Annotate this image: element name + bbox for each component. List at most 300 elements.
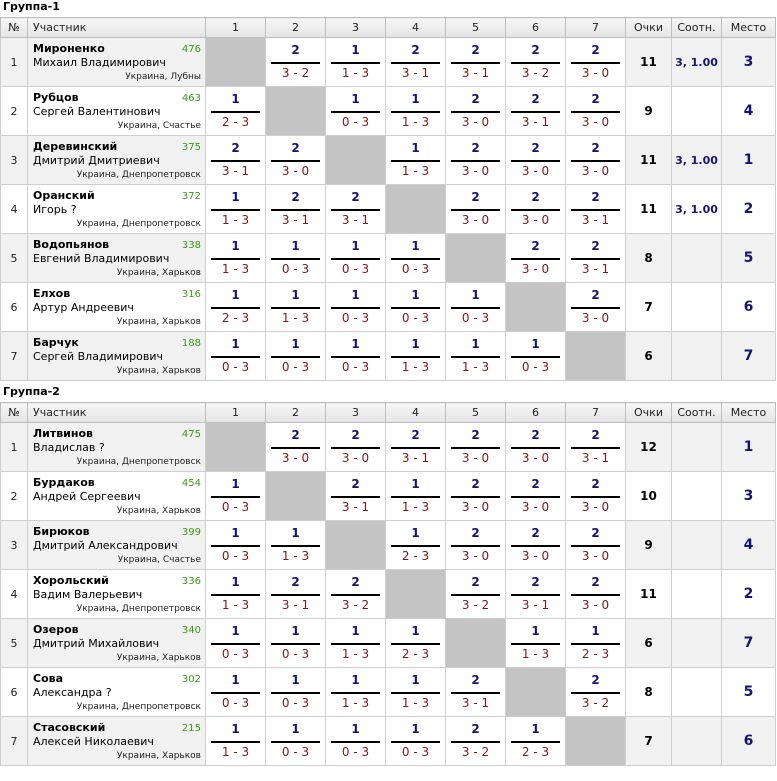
match-score: 2 - 3	[581, 647, 610, 661]
match-points: 1	[231, 239, 240, 253]
match-points: 1	[231, 526, 240, 540]
player-surname: Мироненко	[33, 42, 105, 55]
match-score: 3 - 0	[581, 549, 610, 563]
match-cell	[386, 283, 446, 332]
player-cell	[28, 423, 206, 472]
match-divider	[391, 111, 440, 113]
match-points: 2	[531, 92, 540, 106]
match-cell	[326, 619, 386, 668]
match-points: 1	[531, 722, 540, 736]
match-divider	[211, 307, 260, 309]
match-score: 3 - 1	[281, 213, 310, 227]
match-score: 0 - 3	[281, 696, 310, 710]
player-rating: 336	[181, 576, 201, 587]
place-cell: 7	[722, 332, 776, 381]
match-cell	[206, 136, 266, 185]
match-cell	[506, 332, 566, 381]
place-cell: 5	[722, 234, 776, 283]
points-cell: 9	[626, 521, 672, 570]
match-divider	[331, 692, 380, 694]
match-cell	[566, 234, 626, 283]
col-header-place: Место	[722, 18, 776, 38]
match-score: 2 - 3	[521, 745, 550, 759]
match-cell	[506, 521, 566, 570]
match-cell	[206, 332, 266, 381]
col-header-opponent: 7	[566, 18, 626, 38]
match-divider	[571, 643, 620, 645]
points-cell: 11	[626, 38, 672, 87]
match-score: 3 - 0	[581, 66, 610, 80]
player-surname: Деревинский	[33, 140, 118, 153]
match-score: 3 - 1	[221, 164, 250, 178]
header-row	[1, 403, 776, 423]
points-cell: 8	[626, 234, 672, 283]
row-number: 4	[1, 185, 28, 234]
player-first-name: Андрей Сергеевич	[33, 490, 141, 503]
match-score: 0 - 3	[401, 311, 430, 325]
player-cell	[28, 619, 206, 668]
match-divider	[331, 258, 380, 260]
match-divider	[571, 111, 620, 113]
player-first-name: Александра ?	[33, 686, 112, 699]
match-points: 1	[291, 526, 300, 540]
match-score: 1 - 3	[461, 360, 490, 374]
match-divider	[331, 209, 380, 211]
player-rating: 475	[181, 429, 201, 440]
match-score: 3 - 1	[401, 451, 430, 465]
match-score: 3 - 0	[581, 598, 610, 612]
match-divider	[211, 160, 260, 162]
row-number: 1	[1, 38, 28, 87]
match-cell	[446, 185, 506, 234]
points-cell: 6	[626, 619, 672, 668]
player-first-name: Дмитрий Михайлович	[33, 637, 160, 650]
match-cell	[326, 283, 386, 332]
player-rating: 476	[181, 44, 201, 55]
match-points: 1	[231, 92, 240, 106]
match-divider	[211, 111, 260, 113]
match-divider	[571, 209, 620, 211]
match-divider	[211, 741, 260, 743]
points-cell: 7	[626, 717, 672, 766]
player-rating: 372	[181, 191, 201, 202]
table-row	[1, 332, 776, 381]
match-divider	[271, 643, 320, 645]
col-header-opponent: 4	[386, 403, 446, 423]
match-cell	[506, 717, 566, 766]
match-score: 1 - 3	[221, 745, 250, 759]
player-surname: Елхов	[33, 287, 71, 300]
match-cell	[266, 570, 326, 619]
match-divider	[271, 356, 320, 358]
player-rating: 454	[181, 478, 201, 489]
match-score: 3 - 2	[281, 66, 310, 80]
match-divider	[511, 356, 560, 358]
points-cell: 7	[626, 283, 672, 332]
match-divider	[511, 160, 560, 162]
match-divider	[391, 447, 440, 449]
match-points: 2	[471, 43, 480, 57]
match-cell	[506, 38, 566, 87]
ratio-cell	[672, 283, 722, 332]
match-score: 3 - 1	[341, 213, 370, 227]
match-divider	[511, 643, 560, 645]
match-divider	[511, 62, 560, 64]
match-score: 2 - 3	[401, 647, 430, 661]
match-points: 1	[531, 624, 540, 638]
col-header-opponent: 2	[266, 403, 326, 423]
match-score: 0 - 3	[341, 745, 370, 759]
player-rating: 316	[181, 289, 201, 300]
match-score: 1 - 3	[341, 66, 370, 80]
match-points: 2	[591, 190, 600, 204]
self-cell	[506, 668, 566, 717]
match-points: 1	[351, 337, 360, 351]
player-cell	[28, 234, 206, 283]
match-cell	[326, 717, 386, 766]
self-cell	[446, 234, 506, 283]
ratio-cell	[672, 423, 722, 472]
match-cell	[446, 136, 506, 185]
self-cell	[326, 521, 386, 570]
match-divider	[211, 545, 260, 547]
match-score: 3 - 2	[461, 598, 490, 612]
player-city: Украина, Харьков	[116, 317, 201, 327]
player-first-name: Дмитрий Александрович	[33, 539, 178, 552]
match-cell	[566, 38, 626, 87]
match-divider	[571, 594, 620, 596]
match-divider	[511, 111, 560, 113]
match-points: 1	[231, 190, 240, 204]
match-divider	[271, 307, 320, 309]
match-cell	[566, 185, 626, 234]
match-divider	[451, 111, 500, 113]
match-cell	[266, 521, 326, 570]
self-cell	[206, 38, 266, 87]
match-cell	[206, 668, 266, 717]
match-divider	[271, 209, 320, 211]
match-score: 3 - 1	[401, 66, 430, 80]
match-points: 2	[471, 526, 480, 540]
match-cell	[206, 185, 266, 234]
match-divider	[391, 545, 440, 547]
match-points: 1	[231, 624, 240, 638]
match-divider	[391, 741, 440, 743]
match-divider	[211, 496, 260, 498]
col-header-opponent: 5	[446, 403, 506, 423]
col-header-player: Участник	[28, 18, 206, 38]
player-rating: 188	[181, 338, 201, 349]
self-cell	[266, 472, 326, 521]
match-divider	[331, 356, 380, 358]
match-score: 3 - 2	[461, 745, 490, 759]
match-cell	[266, 668, 326, 717]
player-surname: Литвинов	[33, 427, 94, 440]
player-cell	[28, 332, 206, 381]
match-cell	[446, 332, 506, 381]
match-points: 2	[291, 575, 300, 589]
match-score: 3 - 0	[521, 500, 550, 514]
match-points: 1	[351, 239, 360, 253]
place-cell: 3	[722, 38, 776, 87]
match-divider	[511, 741, 560, 743]
table-row	[1, 570, 776, 619]
match-score: 3 - 0	[581, 500, 610, 514]
ratio-cell	[672, 332, 722, 381]
col-header-opponent: 6	[506, 403, 566, 423]
match-score: 1 - 3	[341, 647, 370, 661]
match-points: 2	[531, 141, 540, 155]
match-cell	[566, 423, 626, 472]
match-score: 0 - 3	[341, 115, 370, 129]
match-score: 3 - 2	[341, 598, 370, 612]
match-score: 0 - 3	[341, 360, 370, 374]
match-points: 1	[291, 239, 300, 253]
match-points: 1	[411, 92, 420, 106]
match-divider	[511, 258, 560, 260]
match-points: 2	[351, 428, 360, 442]
match-points: 1	[351, 722, 360, 736]
match-points: 2	[591, 239, 600, 253]
points-cell: 8	[626, 668, 672, 717]
match-points: 1	[531, 337, 540, 351]
player-first-name: Михаил Владимирович	[33, 56, 166, 69]
player-surname: Рубцов	[33, 91, 79, 104]
match-divider	[391, 160, 440, 162]
player-city: Украина, Днепропетровск	[76, 457, 201, 467]
match-points: 1	[291, 624, 300, 638]
match-points: 1	[231, 477, 240, 491]
match-score: 3 - 0	[521, 213, 550, 227]
match-points: 1	[591, 624, 600, 638]
self-cell	[506, 283, 566, 332]
match-divider	[391, 496, 440, 498]
match-score: 1 - 3	[221, 262, 250, 276]
match-cell	[506, 234, 566, 283]
match-points: 1	[351, 43, 360, 57]
match-score: 3 - 2	[521, 66, 550, 80]
match-divider	[451, 545, 500, 547]
match-cell	[266, 619, 326, 668]
match-divider	[451, 741, 500, 743]
group-section	[0, 385, 775, 766]
match-points: 2	[471, 673, 480, 687]
match-score: 1 - 3	[221, 213, 250, 227]
match-cell	[386, 668, 446, 717]
match-cell	[386, 87, 446, 136]
match-divider	[451, 209, 500, 211]
match-points: 2	[531, 575, 540, 589]
col-header-opponent: 4	[386, 18, 446, 38]
table-row	[1, 717, 776, 766]
match-score: 3 - 1	[521, 598, 550, 612]
self-cell	[326, 136, 386, 185]
player-cell	[28, 38, 206, 87]
match-score: 0 - 3	[281, 647, 310, 661]
place-cell: 4	[722, 521, 776, 570]
match-divider	[391, 356, 440, 358]
match-divider	[571, 447, 620, 449]
match-score: 0 - 3	[221, 549, 250, 563]
table-row	[1, 136, 776, 185]
match-score: 1 - 3	[521, 647, 550, 661]
match-points: 2	[411, 43, 420, 57]
player-surname: Водопьянов	[33, 238, 110, 251]
row-number: 4	[1, 570, 28, 619]
col-header-opponent: 5	[446, 18, 506, 38]
ratio-cell	[672, 717, 722, 766]
points-cell: 11	[626, 185, 672, 234]
match-divider	[271, 160, 320, 162]
match-score: 3 - 0	[521, 262, 550, 276]
match-points: 1	[351, 288, 360, 302]
match-cell	[386, 234, 446, 283]
match-points: 2	[591, 673, 600, 687]
place-cell: 6	[722, 283, 776, 332]
match-score: 0 - 3	[221, 360, 250, 374]
ratio-cell: 3, 1.00	[672, 136, 722, 185]
player-cell	[28, 668, 206, 717]
points-cell: 12	[626, 423, 672, 472]
match-points: 2	[591, 477, 600, 491]
match-points: 1	[291, 288, 300, 302]
player-city: Украина, Днепропетровск	[76, 170, 201, 180]
row-number: 2	[1, 87, 28, 136]
player-cell	[28, 521, 206, 570]
match-cell	[326, 668, 386, 717]
self-cell	[206, 423, 266, 472]
group-table	[0, 17, 776, 381]
match-cell	[266, 332, 326, 381]
match-divider	[331, 643, 380, 645]
match-points: 1	[411, 141, 420, 155]
match-cell	[446, 423, 506, 472]
match-points: 1	[411, 722, 420, 736]
match-cell	[566, 668, 626, 717]
match-points: 2	[351, 477, 360, 491]
player-first-name: Дмитрий Дмитриевич	[33, 154, 160, 167]
table-row	[1, 423, 776, 472]
match-divider	[511, 594, 560, 596]
match-cell	[206, 717, 266, 766]
match-cell	[326, 332, 386, 381]
match-points: 1	[351, 624, 360, 638]
match-score: 3 - 1	[581, 213, 610, 227]
match-score: 3 - 0	[581, 164, 610, 178]
match-cell	[446, 472, 506, 521]
match-cell	[326, 234, 386, 283]
match-points: 2	[411, 428, 420, 442]
group-title: Группа-1	[3, 0, 60, 13]
match-cell	[446, 521, 506, 570]
place-cell: 1	[722, 423, 776, 472]
player-city: Украина, Лубны	[125, 72, 201, 82]
row-number: 7	[1, 332, 28, 381]
match-score: 3 - 1	[461, 66, 490, 80]
col-header-points: Очки	[626, 403, 672, 423]
match-score: 1 - 3	[401, 164, 430, 178]
match-score: 3 - 1	[341, 500, 370, 514]
place-cell: 3	[722, 472, 776, 521]
match-score: 1 - 3	[401, 696, 430, 710]
match-cell	[326, 87, 386, 136]
player-city: Украина, Днепропетровск	[76, 604, 201, 614]
col-header-opponent: 1	[206, 18, 266, 38]
match-score: 1 - 3	[401, 500, 430, 514]
match-score: 0 - 3	[341, 262, 370, 276]
player-city: Украина, Харьков	[116, 506, 201, 516]
ratio-cell	[672, 668, 722, 717]
match-cell	[326, 570, 386, 619]
player-surname: Хорольский	[33, 574, 109, 587]
match-points: 2	[471, 575, 480, 589]
match-points: 2	[291, 428, 300, 442]
match-cell	[446, 717, 506, 766]
match-points: 2	[531, 43, 540, 57]
match-score: 3 - 1	[461, 696, 490, 710]
match-score: 0 - 3	[281, 262, 310, 276]
match-cell	[206, 283, 266, 332]
row-number: 3	[1, 521, 28, 570]
player-city: Украина, Счастье	[117, 121, 201, 131]
match-score: 0 - 3	[401, 262, 430, 276]
ratio-cell	[672, 472, 722, 521]
table-row	[1, 619, 776, 668]
match-points: 2	[591, 526, 600, 540]
ratio-cell	[672, 570, 722, 619]
player-cell	[28, 717, 206, 766]
match-divider	[211, 258, 260, 260]
match-cell	[506, 87, 566, 136]
col-header-player: Участник	[28, 403, 206, 423]
match-divider	[511, 209, 560, 211]
match-score: 3 - 0	[461, 451, 490, 465]
match-cell	[386, 332, 446, 381]
match-divider	[451, 62, 500, 64]
match-cell	[206, 87, 266, 136]
match-divider	[331, 62, 380, 64]
player-first-name: Евгений Владимирович	[33, 252, 170, 265]
match-points: 2	[471, 92, 480, 106]
match-score: 3 - 0	[521, 549, 550, 563]
match-points: 1	[351, 673, 360, 687]
table-row	[1, 521, 776, 570]
ratio-cell: 3, 1.00	[672, 38, 722, 87]
match-score: 3 - 0	[461, 164, 490, 178]
match-cell	[566, 283, 626, 332]
player-rating: 375	[181, 142, 201, 153]
match-points: 1	[291, 673, 300, 687]
col-header-num: №	[1, 403, 28, 423]
self-cell	[566, 717, 626, 766]
player-cell	[28, 87, 206, 136]
ratio-cell	[672, 234, 722, 283]
match-divider	[271, 692, 320, 694]
row-number: 6	[1, 283, 28, 332]
match-cell	[506, 619, 566, 668]
match-score: 0 - 3	[341, 311, 370, 325]
ratio-cell	[672, 87, 722, 136]
match-cell	[326, 38, 386, 87]
match-divider	[271, 258, 320, 260]
match-cell	[506, 472, 566, 521]
place-cell: 2	[722, 570, 776, 619]
header-row	[1, 18, 776, 38]
match-divider	[451, 594, 500, 596]
match-points: 1	[411, 288, 420, 302]
match-cell	[506, 185, 566, 234]
match-divider	[451, 160, 500, 162]
